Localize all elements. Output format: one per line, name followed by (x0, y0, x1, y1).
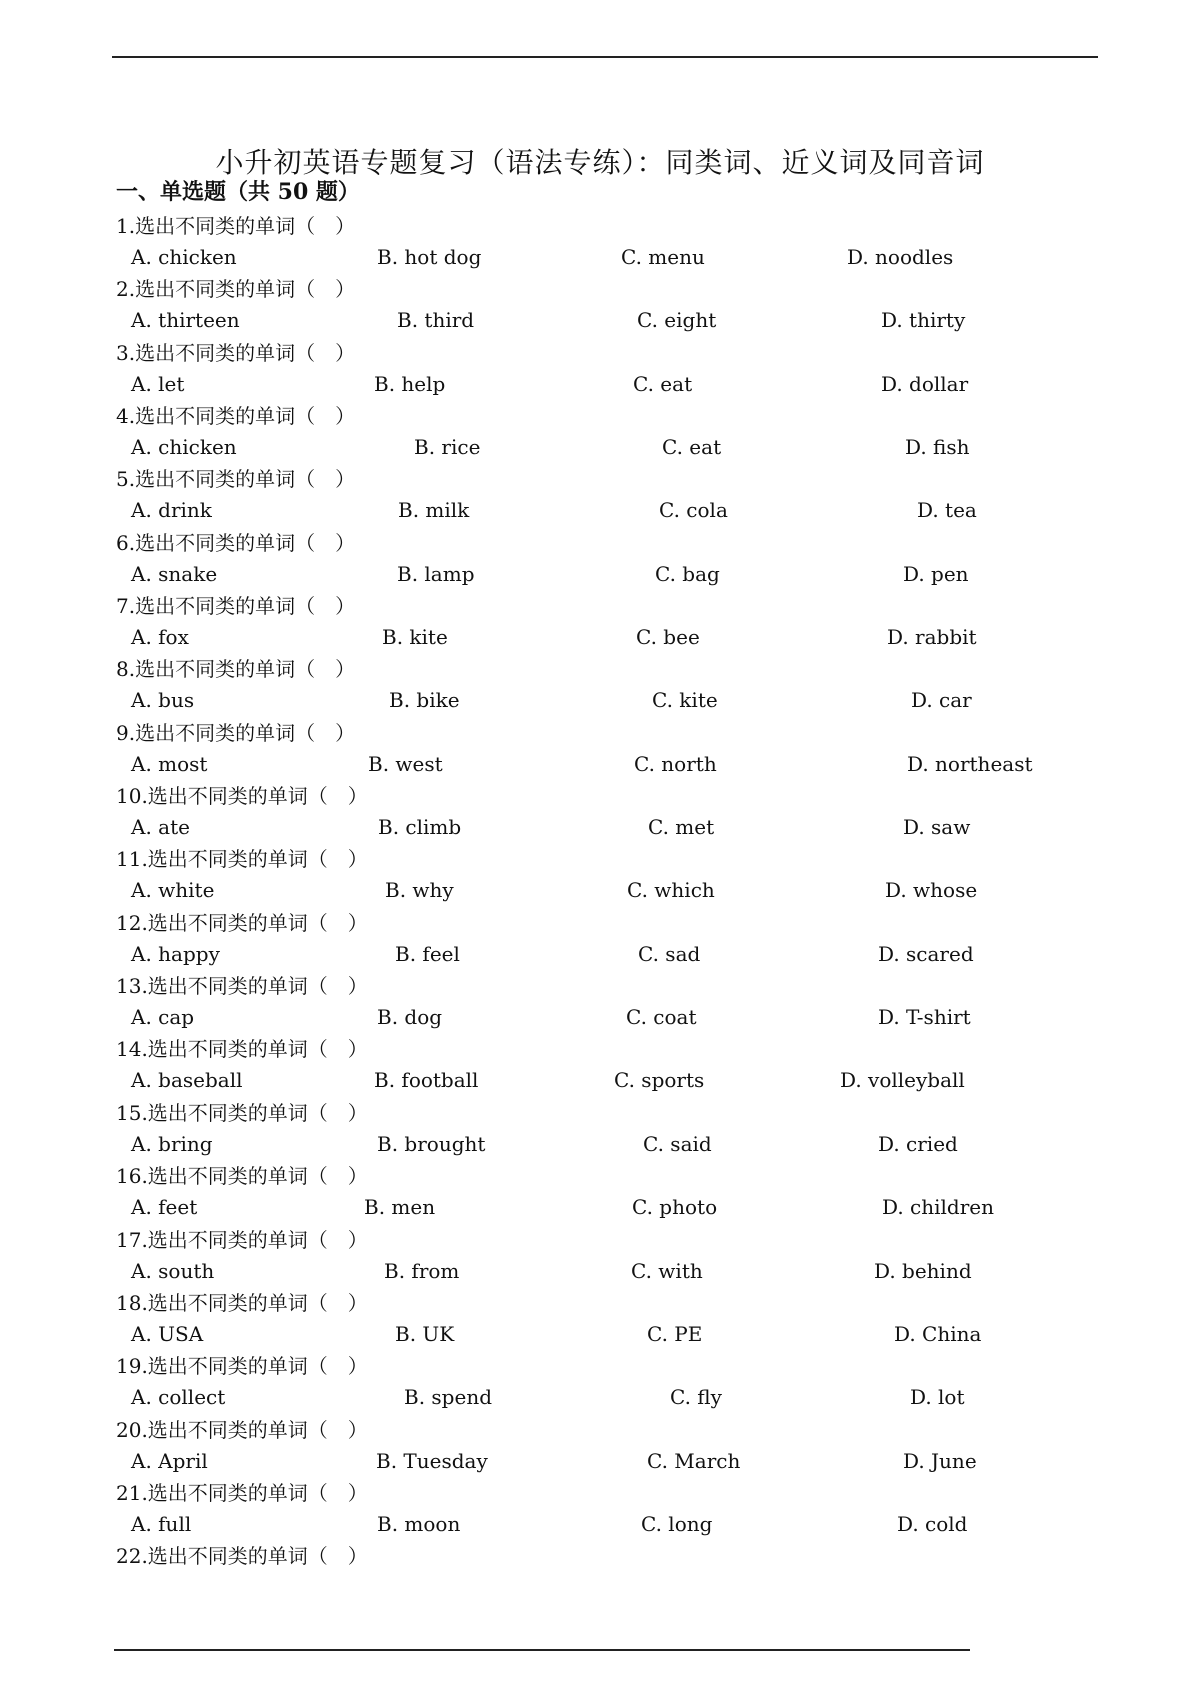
option-c: C. sad (638, 941, 701, 966)
option-a: A. feet (131, 1195, 198, 1220)
question-prompt: 8.选出不同类的单词（ ） (116, 657, 356, 682)
question-14 (0, 1034, 1200, 1097)
option-row (0, 939, 1200, 969)
question-prompt: 5.选出不同类的单词（ ） (116, 467, 356, 492)
option-b: B. from (384, 1258, 460, 1283)
question-18 (0, 1288, 1200, 1351)
option-b: B. climb (378, 815, 462, 840)
option-d: D. dollar (881, 371, 969, 396)
option-b: B. lamp (397, 561, 475, 586)
question-prompt: 6.选出不同类的单词（ ） (116, 530, 356, 555)
option-b: B. dog (377, 1005, 443, 1030)
option-b: B. moon (377, 1511, 461, 1536)
question-17 (0, 1225, 1200, 1288)
question-6 (0, 528, 1200, 591)
document-title: 小升初英语专题复习（语法专练）：同类词、近义词及同音词 (215, 145, 985, 179)
option-c: C. sports (614, 1068, 705, 1093)
option-a: A. happy (131, 941, 220, 966)
question-10 (0, 781, 1200, 844)
option-c: C. photo (632, 1195, 718, 1220)
question-prompt: 17.选出不同类的单词（ ） (116, 1227, 368, 1252)
option-row (0, 1256, 1200, 1286)
question-prompt: 10.选出不同类的单词（ ） (116, 784, 368, 809)
question-20 (0, 1415, 1200, 1478)
option-c: C. met (648, 815, 715, 840)
option-a: A. collect (131, 1385, 226, 1410)
option-a: A. bus (131, 688, 195, 713)
option-row (0, 1509, 1200, 1539)
option-a: A. full (131, 1511, 192, 1536)
question-13 (0, 971, 1200, 1034)
option-a: A. fox (131, 625, 189, 650)
option-c: C. eat (633, 371, 693, 396)
option-d: D. volleyball (840, 1068, 965, 1093)
option-d: D. cried (878, 1131, 958, 1156)
question-9 (0, 718, 1200, 781)
option-c: C. coat (626, 1005, 697, 1030)
option-a: A. ate (131, 815, 190, 840)
question-prompt: 2.选出不同类的单词（ ） (116, 277, 356, 302)
section-heading: 一、单选题（共 50 题） (116, 179, 360, 205)
question-1 (0, 211, 1200, 274)
option-a: A. chicken (131, 435, 237, 460)
question-21 (0, 1478, 1200, 1541)
option-a: A. USA (131, 1321, 204, 1346)
option-row (0, 432, 1200, 462)
option-d: D. children (882, 1195, 994, 1220)
option-c: C. fly (670, 1385, 722, 1410)
option-c: C. long (641, 1511, 713, 1536)
question-15 (0, 1098, 1200, 1161)
option-c: C. eight (637, 308, 717, 333)
option-row (0, 622, 1200, 652)
option-a: A. April (131, 1448, 208, 1473)
option-b: B. hot dog (377, 245, 482, 269)
option-c: C. which (627, 878, 715, 903)
option-d: D. pen (903, 561, 969, 586)
question-prompt: 22.选出不同类的单词（ ） (116, 1544, 368, 1569)
option-d: D. thirty (881, 308, 966, 333)
option-b: B. kite (382, 625, 448, 650)
option-b: B. why (385, 878, 454, 903)
question-prompt: 19.选出不同类的单词（ ） (116, 1354, 368, 1379)
option-row (0, 875, 1200, 905)
option-c: C. bag (655, 561, 720, 586)
option-b: B. Tuesday (376, 1448, 488, 1473)
option-row (0, 1446, 1200, 1476)
option-row (0, 1192, 1200, 1222)
question-prompt: 11.选出不同类的单词（ ） (116, 847, 368, 872)
question-11 (0, 844, 1200, 907)
question-3 (0, 338, 1200, 401)
option-b: B. third (397, 308, 475, 333)
option-row (0, 369, 1200, 399)
question-prompt: 21.选出不同类的单词（ ） (116, 1480, 368, 1505)
option-a: A. white (131, 878, 215, 903)
option-row (0, 495, 1200, 525)
option-b: B. west (368, 751, 443, 776)
option-row (0, 559, 1200, 589)
option-c: C. cola (659, 498, 728, 523)
question-8 (0, 654, 1200, 717)
question-16 (0, 1161, 1200, 1224)
option-a: A. snake (131, 561, 218, 586)
option-a: A. drink (131, 498, 212, 523)
header-rule (112, 56, 1098, 58)
option-b: B. spend (404, 1385, 492, 1410)
question-prompt: 13.选出不同类的单词（ ） (116, 974, 368, 999)
option-c: C. March (647, 1448, 741, 1473)
footer-rule (114, 1649, 970, 1651)
option-c: C. eat (662, 435, 722, 460)
option-d: D. fish (905, 435, 970, 460)
question-list (0, 211, 1200, 1605)
question-4 (0, 401, 1200, 464)
option-d: D. tea (917, 498, 977, 523)
question-5 (0, 464, 1200, 527)
option-b: B. rice (414, 435, 481, 460)
option-row (0, 242, 1200, 272)
option-c: C. bee (636, 625, 700, 650)
option-a: A. bring (131, 1131, 213, 1156)
option-a: A. baseball (131, 1068, 243, 1093)
question-12 (0, 908, 1200, 971)
option-b: B. men (364, 1195, 436, 1220)
question-19 (0, 1351, 1200, 1414)
option-row (0, 1129, 1200, 1159)
question-prompt: 1.选出不同类的单词（ ） (116, 214, 356, 238)
question-prompt: 16.选出不同类的单词（ ） (116, 1164, 368, 1189)
option-c: C. said (643, 1131, 712, 1156)
option-b: B. UK (395, 1321, 455, 1346)
option-a: A. cap (131, 1005, 195, 1030)
question-22 (0, 1541, 1200, 1604)
option-d: D. lot (910, 1385, 965, 1410)
option-c: C. PE (647, 1321, 703, 1346)
question-7 (0, 591, 1200, 654)
question-prompt: 15.选出不同类的单词（ ） (116, 1100, 368, 1125)
option-b: B. feel (395, 941, 460, 966)
option-c: C. kite (652, 688, 718, 713)
option-d: D. noodles (847, 245, 954, 269)
option-a: A. let (131, 371, 185, 396)
question-prompt: 20.选出不同类的单词（ ） (116, 1417, 368, 1442)
option-d: D. behind (874, 1258, 972, 1283)
question-prompt: 12.选出不同类的单词（ ） (116, 910, 368, 935)
question-prompt: 18.选出不同类的单词（ ） (116, 1290, 368, 1315)
option-b: B. bike (389, 688, 460, 713)
option-c: C. menu (621, 245, 705, 269)
option-a: A. most (131, 751, 208, 776)
option-row (0, 1319, 1200, 1349)
question-2 (0, 274, 1200, 337)
option-c: C. with (631, 1258, 703, 1283)
option-d: D. China (894, 1321, 982, 1346)
option-a: A. thirteen (131, 308, 240, 333)
option-c: C. north (634, 751, 717, 776)
option-a: A. chicken (131, 245, 237, 269)
question-prompt: 3.选出不同类的单词（ ） (116, 340, 356, 365)
option-row (0, 1002, 1200, 1032)
option-d: D. saw (903, 815, 971, 840)
option-row (0, 1382, 1200, 1412)
question-prompt: 9.选出不同类的单词（ ） (116, 720, 356, 745)
option-row (0, 685, 1200, 715)
option-d: D. car (911, 688, 972, 713)
option-b: B. football (374, 1068, 479, 1093)
option-b: B. brought (377, 1131, 486, 1156)
option-row (0, 812, 1200, 842)
option-b: B. help (374, 371, 446, 396)
option-row (0, 1065, 1200, 1095)
option-d: D. rabbit (887, 625, 977, 650)
option-d: D. June (903, 1448, 977, 1473)
question-prompt: 14.选出不同类的单词（ ） (116, 1037, 368, 1062)
option-a: A. south (131, 1258, 215, 1283)
option-d: D. T-shirt (878, 1005, 971, 1030)
option-row (0, 749, 1200, 779)
option-d: D. scared (878, 941, 974, 966)
option-d: D. northeast (907, 751, 1033, 776)
option-b: B. milk (398, 498, 470, 523)
option-d: D. cold (897, 1511, 968, 1536)
question-prompt: 7.选出不同类的单词（ ） (116, 594, 356, 619)
question-prompt: 4.选出不同类的单词（ ） (116, 404, 356, 429)
option-row (0, 305, 1200, 335)
option-d: D. whose (885, 878, 978, 903)
